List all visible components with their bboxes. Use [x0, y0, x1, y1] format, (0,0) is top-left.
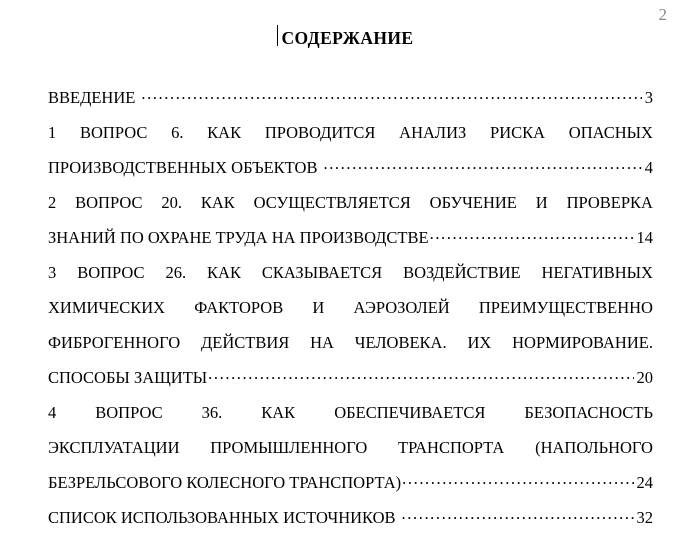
- toc-word: РИСКА: [490, 123, 546, 142]
- toc-word: АЭРОЗОЛЕЙ: [353, 298, 450, 317]
- toc-word: НА: [310, 333, 334, 352]
- toc-word: ПРОМЫШЛЕННОГО: [210, 438, 368, 457]
- toc-entry-line[interactable]: [48, 80, 653, 115]
- toc-word: 4: [48, 403, 57, 422]
- table-of-contents: [48, 80, 653, 535]
- page-number-header: 2: [658, 5, 667, 24]
- dot-leader: [141, 87, 641, 103]
- toc-word: КАК: [261, 403, 296, 422]
- toc-word: КАК: [207, 123, 242, 142]
- toc-entry-line[interactable]: [48, 150, 653, 185]
- page-title-text: СОДЕРЖАНИЕ: [281, 28, 414, 48]
- toc-word: ПРОВОДИТСЯ: [264, 123, 376, 142]
- toc-word: И: [535, 193, 548, 212]
- dot-leader: [402, 472, 633, 488]
- toc-entry-line[interactable]: [48, 395, 653, 430]
- toc-word: И: [312, 298, 325, 317]
- toc-entry-line[interactable]: [48, 115, 653, 150]
- toc-word: ВОПРОС: [77, 263, 145, 282]
- toc-word: 1: [48, 123, 57, 142]
- toc-word: ЧЕЛОВЕКА.: [354, 333, 447, 352]
- toc-entry-line[interactable]: [48, 290, 653, 325]
- toc-word: СКАЗЫВАЕТСЯ: [261, 263, 383, 282]
- toc-entry-line[interactable]: [48, 325, 653, 360]
- toc-word: ОБЕСПЕЧИВАЕТСЯ: [334, 403, 486, 422]
- page-title: [281, 27, 413, 49]
- toc-page-number[interactable]: 32: [636, 508, 653, 527]
- toc-word: БЕЗОПАСНОСТЬ: [524, 403, 653, 422]
- toc-entry-line[interactable]: [48, 500, 653, 535]
- toc-word: АНАЛИЗ: [399, 123, 467, 142]
- toc-word: ВОПРОС: [95, 403, 163, 422]
- toc-word: ИХ: [467, 333, 492, 352]
- dot-leader: [208, 367, 633, 383]
- toc-entry-title: ВВЕДЕНИЕ: [48, 88, 136, 107]
- toc-entry-line[interactable]: [48, 185, 653, 220]
- toc-entry-line[interactable]: [48, 430, 653, 465]
- toc-word: (НАПОЛЬНОГО: [535, 438, 653, 457]
- dot-leader: [430, 227, 634, 243]
- toc-word: НОРМИРОВАНИЕ.: [512, 333, 653, 352]
- toc-entry-title: СПОСОБЫ ЗАЩИТЫ: [48, 368, 208, 387]
- toc-word: 2: [48, 193, 57, 212]
- dot-leader: [402, 507, 634, 523]
- toc-word: КАК: [207, 263, 241, 282]
- toc-word: ОСУЩЕСТВЛЯЕТСЯ: [253, 193, 411, 212]
- toc-word: ВОПРОС: [75, 193, 143, 212]
- toc-word: ПРОВЕРКА: [566, 193, 653, 212]
- toc-word: ОБУЧЕНИЕ: [429, 193, 517, 212]
- toc-word: 20.: [161, 193, 182, 212]
- toc-word: ОПАСНЫХ: [568, 123, 653, 142]
- toc-entry-line[interactable]: [48, 255, 653, 290]
- toc-word: ДЕЙСТВИЯ: [200, 333, 290, 352]
- toc-page-number[interactable]: 20: [636, 368, 653, 387]
- toc-word: ФИБРОГЕННОГО: [48, 333, 181, 352]
- toc-page-number[interactable]: 4: [644, 158, 653, 177]
- toc-word: ЭКСПЛУАТАЦИИ: [48, 438, 180, 457]
- toc-page-number[interactable]: 14: [636, 228, 653, 247]
- toc-entry-title: ЗНАНИЙ ПО ОХРАНЕ ТРУДА НА ПРОИЗВОДСТВЕ: [48, 228, 429, 247]
- toc-page-number[interactable]: 3: [644, 88, 653, 107]
- toc-entry-title: СПИСОК ИСПОЛЬЗОВАННЫХ ИСТОЧНИКОВ: [48, 508, 396, 527]
- toc-entry-line[interactable]: [48, 465, 653, 500]
- toc-word: 36.: [201, 403, 223, 422]
- toc-word: ВОЗДЕЙСТВИЕ: [403, 263, 521, 282]
- toc-word: 6.: [171, 123, 184, 142]
- toc-entry-line[interactable]: [48, 360, 653, 395]
- toc-entry-title: ПРОИЗВОДСТВЕННЫХ ОБЪЕКТОВ: [48, 158, 318, 177]
- document-title-row: [0, 27, 695, 49]
- toc-word: ТРАНСПОРТА: [397, 438, 505, 457]
- toc-word: ПРЕИМУЩЕСТВЕННО: [478, 298, 653, 317]
- toc-page-number[interactable]: 24: [636, 473, 653, 492]
- toc-word: ХИМИЧЕСКИХ: [48, 298, 166, 317]
- toc-entry-title: БЕЗРЕЛЬСОВОГО КОЛЕСНОГО ТРАНСПОРТА): [48, 473, 402, 492]
- toc-word: 26.: [165, 263, 187, 282]
- toc-word: НЕГАТИВНЫХ: [541, 263, 653, 282]
- text-cursor-caret: [277, 25, 278, 46]
- toc-word: 3: [48, 263, 57, 282]
- toc-word: ВОПРОС: [79, 123, 148, 142]
- toc-entry-line[interactable]: [48, 220, 653, 255]
- toc-word: ФАКТОРОВ: [194, 298, 284, 317]
- dot-leader: [323, 157, 641, 173]
- toc-word: КАК: [200, 193, 235, 212]
